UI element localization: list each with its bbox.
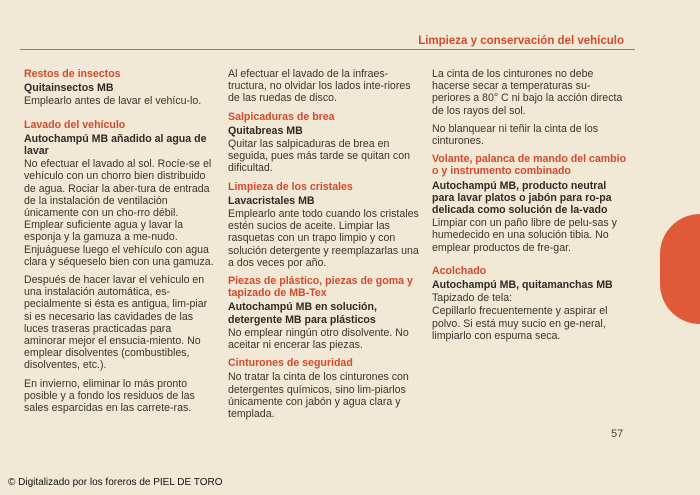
paragraph: No blanquear ni teñir la cinta de los cinturones. [432, 122, 599, 148]
product-neutral-cleaner: Autochampú MB, producto neutral para lavar platos o jabón para ro-pa delicada como solución de la-vado [432, 179, 612, 217]
product-tar-remover: Quitabreas MB [228, 124, 303, 137]
header-rule [20, 49, 635, 50]
product-stain-remover: Autochampú MB, quitamanchas MB [432, 279, 613, 292]
paragraph: Al efectuar el lavado de la infraes-tructura, no olvidar los lados inte-riores de las ruedas de disco. [228, 68, 411, 105]
paragraph: No tratar la cinta de los cinturones con detergentes químicos, sino lim-piarlos únicamente con jabón y agua clara y templada. [228, 371, 409, 421]
heading-steering-wheel: Volante, palanca de mando del cambio o y instrumento combinado [432, 153, 627, 178]
paragraph: Quitar las salpicaduras de brea en seguida, pues más tarde se quitan con dificultad. [228, 138, 410, 175]
heading-vehicle-wash: Lavado del vehículo [24, 118, 126, 131]
page-edge-tab [660, 214, 700, 324]
column-1 [24, 68, 214, 420]
heading-insect-residue: Restos de insectos [24, 68, 121, 80]
paragraph: Limpiar con un paño libre de pelu-sas y humedecido en una solución tibia. No emplear productos de fre-gar. [432, 217, 617, 254]
paragraph: Después de hacer lavar el vehículo en una instalación automática, es-pecialmente si ésta es antigua, lim-piar si es necesario las cavidades de las luces traseras practicadas para aminorar mejor el ensucia-miento. No emplear disolventes (combustibles, disolventes, etc.). [24, 274, 208, 372]
paragraph: Tapizado de tela: [432, 292, 513, 305]
heading-tar-splashes: Salpicaduras de brea [228, 110, 335, 123]
column-3 [432, 68, 628, 348]
heading-plastic-rubber: Piezas de plástico, piezas de goma y tapizado de MB-Tex [228, 275, 413, 300]
paragraph: No emplear ningún otro disolvente. No aceitar ni encerar las piezas. [228, 326, 409, 352]
product-glass-cleaner: Lavacristales MB [228, 194, 315, 207]
product-insect-remover: Quitainsectos MB [24, 82, 114, 95]
product-plastic-cleaner: Autochampú MB en solución, detergente MB para plásticos [228, 301, 377, 326]
heading-seat-belts: Cinturones de seguridad [228, 357, 353, 370]
paragraph: No efectuar el lavado al sol. Rocíe-se el vehículo con un chorro bien distribuido de agua. Rociar la aber-tura de entrada de la instalación de ventilación únicamente con un cho-rro débil. Emplear suficiente agua y lavar la esponja y la gamuza a me-nudo. Enjuáguese luego el vehículo con agua clara y séqueselo bien con una gamuza. [24, 158, 214, 268]
paragraph: Emplearlo ante todo cuando los cristales estén sucios de aceite. Limpiar las rasquetas con un trapo limpio y con solución detergente y reemplazarlas una a dos veces por año. [228, 208, 419, 269]
scan-credit: © Digitalizado por los foreros de PIEL DE TORO [8, 477, 223, 488]
heading-upholstery: Acolchado [432, 264, 487, 277]
paragraph: Cepillarlo frecuentemente y aspirar el polvo. Si está muy sucio en ge-neral, limpiarlo con espuma seca. [432, 305, 608, 342]
page-number: 57 [611, 428, 624, 440]
heading-glass-cleaning: Limpieza de los cristales [228, 180, 353, 193]
product-car-shampoo: Autochampú MB añadido al agua de lavar [24, 132, 207, 158]
column-2 [228, 68, 420, 426]
paragraph: Emplearlo antes de lavar el vehícu-lo. [24, 95, 202, 108]
section-header-title: Limpieza y conservación del vehículo [418, 35, 624, 47]
paragraph: La cinta de los cinturones no debe hacerse secar a temperaturas su-periores a 80° C ni bajo la acción directa de los rayos del sol. [432, 68, 623, 117]
paragraph: En invierno, eliminar lo más pronto posible y a fondo los residuos de las sales esparcidas en las carrete-ras. [24, 377, 195, 415]
